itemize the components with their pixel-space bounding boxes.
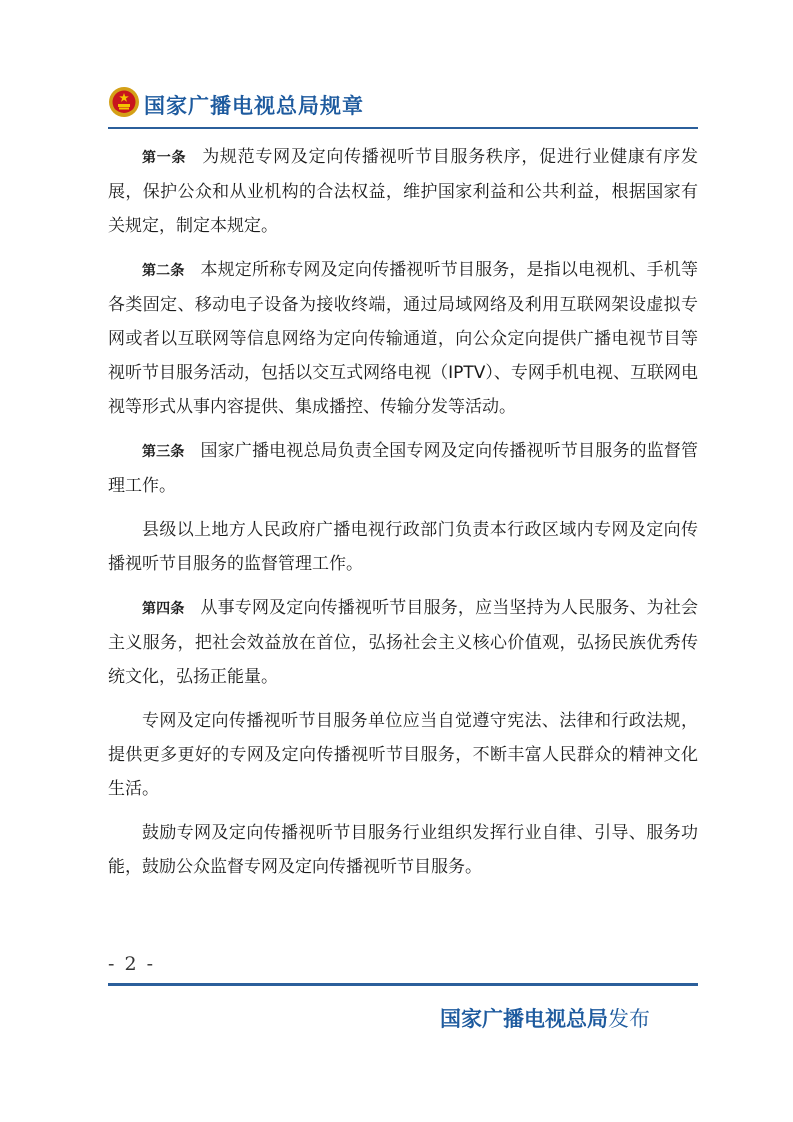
paragraph-text: 从事专网及定向传播视听节目服务，应当坚持为人民服务、为社会主义服务，把社会效益放在首位，弘扬社会主义核心价值观，弘扬民族优秀传统文化，弘扬正能量。	[108, 598, 698, 687]
footer-divider	[108, 983, 698, 986]
paragraph-text: 专网及定向传播视听节目服务单位应当自觉遵守宪法、法律和行政法规，提供更多更好的专网及定向传播视听节目服务，不断丰富人民群众的精神文化生活。	[108, 711, 698, 799]
document-body	[108, 140, 698, 894]
paragraph-text: 本规定所称专网及定向传播视听节目服务，是指以电视机、手机等各类固定、移动电子设备为接收终端，通过局域网络及利用互联网架设虚拟专网或者以互联网等信息网络为定向传输通道，向公众定向提供广播电视节目等视听节目服务活动，包括以交互式网络电视（IPTV）、专网手机电视、互联网电视等形式从事内容提供、集成播控、传输分发等活动。	[108, 260, 698, 417]
paragraph-text: 国家广播电视总局负责全国专网及定向传播视听节目服务的监督管理工作。	[108, 441, 698, 496]
header-title: 国家广播电视总局规章	[144, 94, 364, 118]
national-emblem-icon	[108, 86, 140, 118]
paragraph	[108, 816, 698, 884]
article-number: 第二条	[142, 263, 185, 279]
article-number: 第三条	[142, 444, 185, 460]
paragraph	[108, 513, 698, 581]
paragraph	[108, 434, 698, 503]
paragraph	[108, 704, 698, 806]
paragraph	[108, 140, 698, 243]
paragraph	[108, 591, 698, 694]
header-divider	[108, 127, 698, 129]
paragraph	[108, 253, 698, 424]
paragraph-text: 为规范专网及定向传播视听节目服务秩序，促进行业健康有序发展，保护公众和从业机构的合法权益，维护国家利益和公共利益，根据国家有关规定，制定本规定。	[108, 147, 699, 236]
publisher-suffix: 发布	[608, 1007, 650, 1031]
article-number: 第四条	[142, 601, 185, 617]
page-header	[108, 86, 698, 126]
publisher-name: 国家广播电视总局	[440, 1007, 608, 1031]
paragraph-text: 鼓励专网及定向传播视听节目服务行业组织发挥行业自律、引导、服务功能，鼓励公众监督专网及定向传播视听节目服务。	[108, 823, 698, 877]
article-number: 第一条	[142, 150, 187, 166]
paragraph-text: 县级以上地方人民政府广播电视行政部门负责本行政区域内专网及定向传播视听节目服务的监督管理工作。	[108, 520, 698, 574]
publisher-line	[440, 1003, 650, 1033]
page-number: - 2 -	[108, 953, 156, 975]
